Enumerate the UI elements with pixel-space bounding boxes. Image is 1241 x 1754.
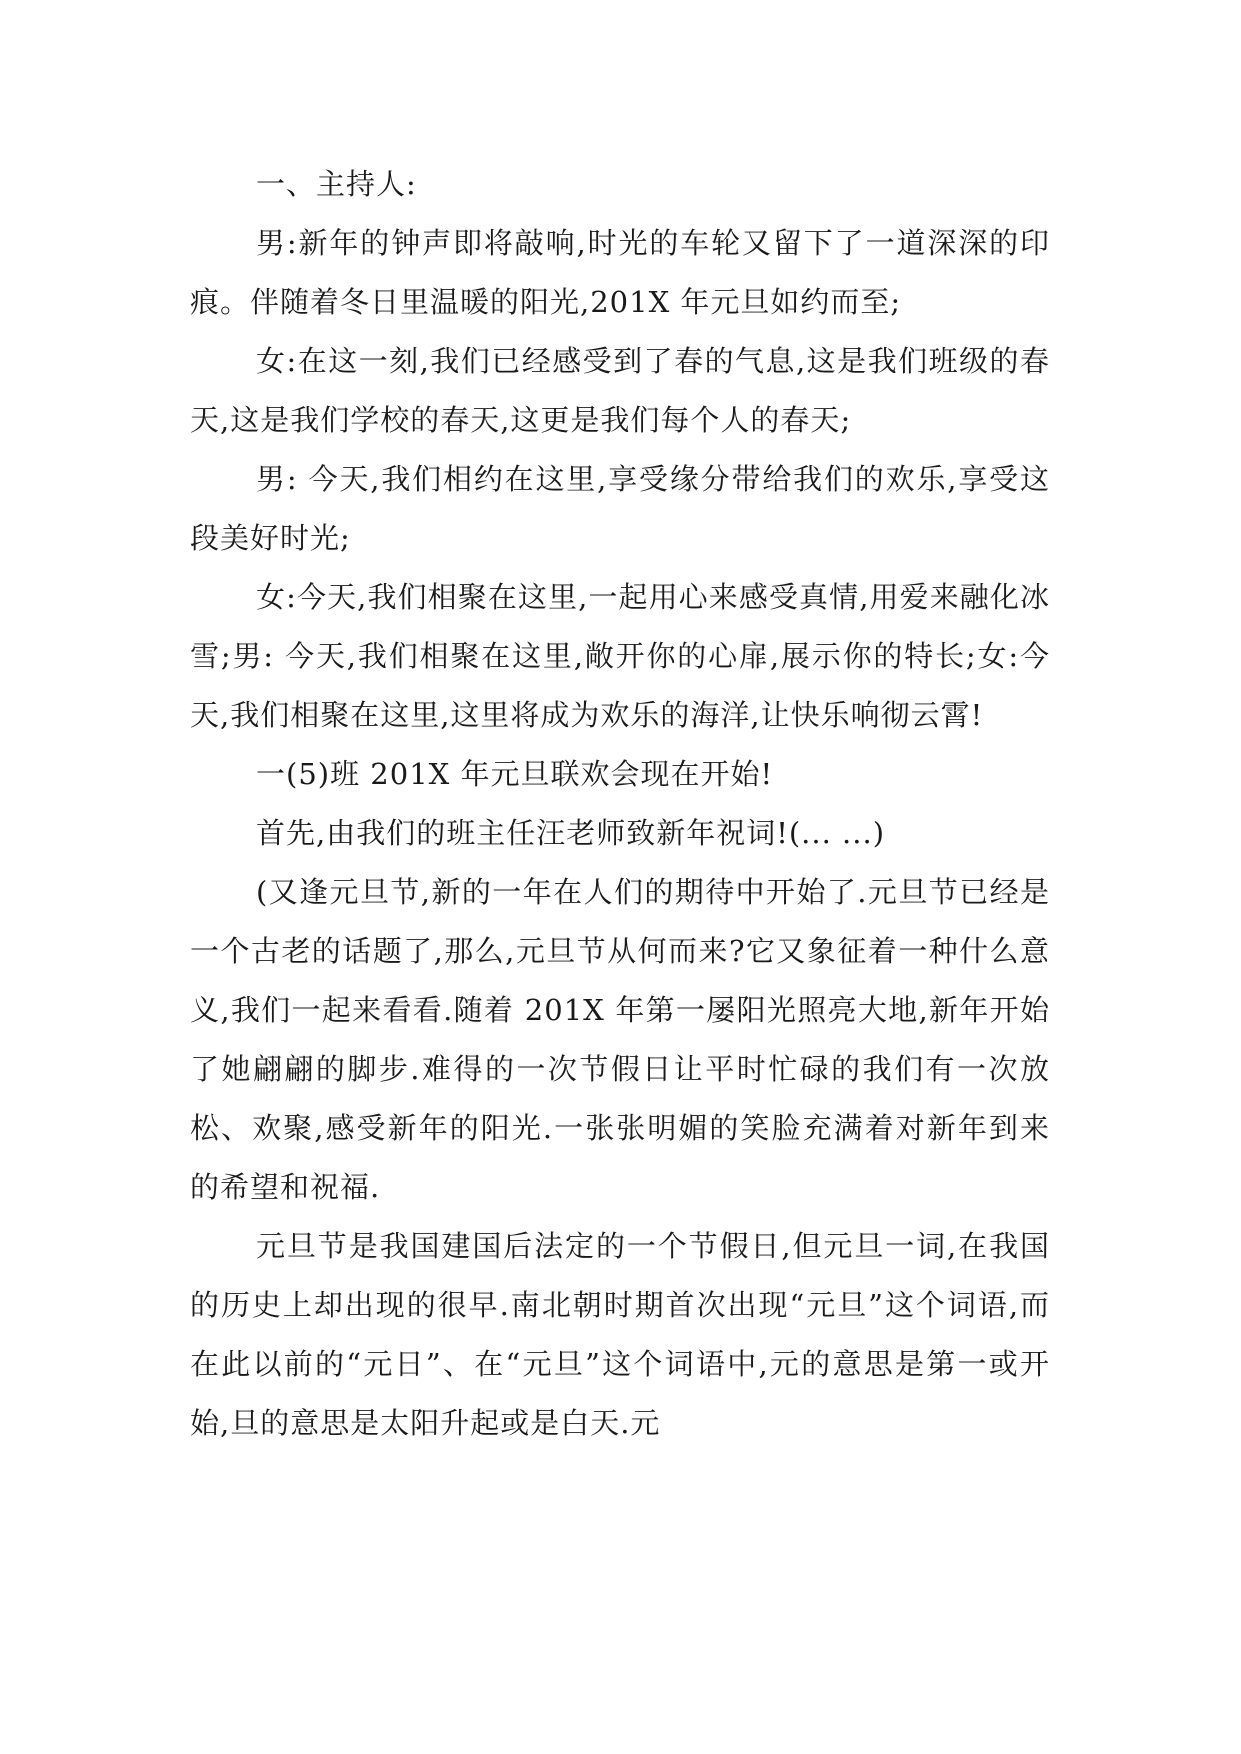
paragraph-history: 元旦节是我国建国后法定的一个节假日,但元旦一词,在我国的历史上却出现的很早.南北朝时期首次出现“元旦”这个词语,而在此以前的“元日”、在“元旦”这个词语中,元的意思是第一或开始,旦的意思是太阳升起或是白天.元 <box>190 1229 1050 1440</box>
paragraph-opening: 一(5)班 201X 年元旦联欢会现在开始! <box>256 757 774 791</box>
paragraph-female-1: 女:在这一刻,我们已经感受到了春的气息,这是我们班级的春天,这是我们学校的春天,这更是我们每个人的春天; <box>190 344 1050 437</box>
paragraph-female-2: 女:今天,我们相聚在这里,一起用心来感受真情,用爱来融化冰雪;男: 今天,我们相聚在这里,敞开你的心扉,展示你的特长;女:今天,我们相聚在这里,这里将成为欢乐的海洋,让快乐响彻云霄! <box>190 580 1050 732</box>
paragraph-teacher-speech: 首先,由我们的班主任汪老师致新年祝词!(... ...) <box>256 816 886 850</box>
document-page <box>190 155 1050 1453</box>
paragraph-host-heading: 一、主持人: <box>256 167 417 201</box>
paragraph-male-1: 男:新年的钟声即将敲响,时光的车轮又留下了一道深深的印痕。伴随着冬日里温暖的阳光,201X 年元旦如约而至; <box>190 226 1050 319</box>
paragraph-new-year-intro: (又逢元旦节,新的一年在人们的期待中开始了.元旦节已经是一个古老的话题了,那么,元旦节从何而来?它又象征着一种什么意义,我们一起来看看.随着 201X 年第一屡阳光照亮大地,新年开始了她翩翩的脚步.难得的一次节假日让平时忙碌的我们有一次放松、欢聚,感受新年的阳光.一张张明媚的笑脸充满着对新年到来的希望和祝福. <box>190 875 1050 1204</box>
paragraph-male-2: 男: 今天,我们相约在这里,享受缘分带给我们的欢乐,享受这段美好时光; <box>190 462 1050 555</box>
